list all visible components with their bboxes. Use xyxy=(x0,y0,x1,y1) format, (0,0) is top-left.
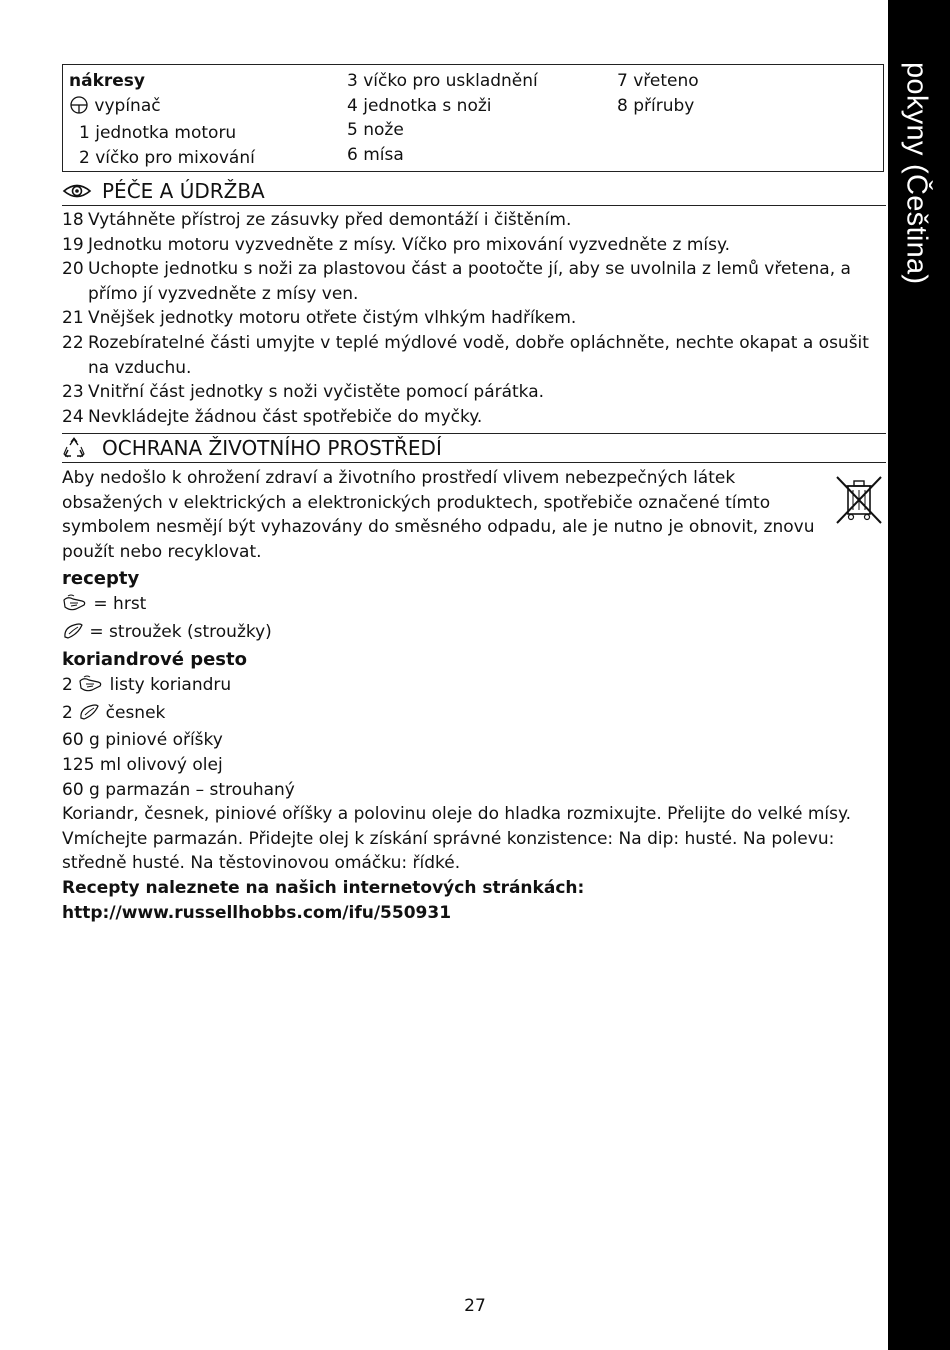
recycle-icon xyxy=(62,437,92,459)
ingredient: 2 česnek xyxy=(62,701,882,729)
legend-item: = stroužek (stroužky) xyxy=(62,620,882,648)
drawing-item: 8 příruby xyxy=(617,95,695,116)
handful-icon xyxy=(78,675,104,701)
care-heading xyxy=(62,176,886,206)
environment-title: OCHRANA ŽIVOTNÍHO PROSTŘEDÍ xyxy=(102,436,442,460)
crossed-bin-icon xyxy=(834,474,884,530)
drawing-item: 4 jednotka s noži xyxy=(347,95,492,116)
list-item: 23 Vnitřní část jednotky s noži vyčistěte pomocí párátka. xyxy=(62,382,545,403)
recipes-url[interactable]: http://www.russellhobbs.com/ifu/550931 xyxy=(62,902,452,923)
list-item: 22 Rozebíratelné části umyjte v teplé mýdlové vodě, dobře opláchněte, nechte okapat a osušit na vzduchu. xyxy=(62,332,869,378)
legend-item: = hrst xyxy=(62,592,882,620)
drawings-column-1 xyxy=(69,69,255,170)
language-tab xyxy=(888,0,950,1350)
switch-label: vypínač xyxy=(94,95,161,116)
environment-text: Aby nedošlo k ohrožení zdraví a životního prostředí vlivem nebezpečných látek obsažených v elektrických a elektronických produktech, spotřebiče označené tímto symbolem nesmějí být vyhazovány do směsného odpadu, ale je nutno je obnovit, znovu použít nebo recyklovat. xyxy=(62,468,815,562)
list-item: 20 Uchopte jednotku s noži za plastovou část a pootočte jí, aby se uvolnila z lemů vřetena, a přímo jí vyzvedněte z mísy ven. xyxy=(62,259,851,304)
list-item: 18 Vytáhněte přístroj ze zásuvky před demontáží i čištěním. xyxy=(62,210,572,230)
list-item: 21 Vnějšek jednotky motoru otřete čistým vlhkým hadříkem. xyxy=(62,308,577,329)
care-title: PÉČE A ÚDRŽBA xyxy=(102,178,265,203)
list-item: 24 Nevkládejte žádnou část spotřebiče do myčky. xyxy=(62,406,483,427)
drawing-item: 6 mísa xyxy=(347,144,404,165)
eye-icon xyxy=(62,182,92,200)
web-note: Recepty naleznete na našich internetových stránkách: xyxy=(62,877,585,898)
list-item: 19 Jednotku motoru vyzvedněte z mísy. Víčko pro mixování vyzvedněte z mísy. xyxy=(62,234,731,255)
ingredient: 60 g parmazán – strouhaný xyxy=(62,779,295,800)
drawing-item: 7 vřeteno xyxy=(617,71,699,91)
recipe-method: Koriandr, česnek, piniové oříšky a polovinu oleje do hladka rozmixujte. Přelijte do velké mísy. Vmíchejte parmazán. Přidejte olej k získání správné konzistence: Na dip: husté. Na polevu: středně husté. Na těstovinovou omáčku: řídké. xyxy=(62,804,852,874)
ingredient: 60 g piniové oříšky xyxy=(62,730,223,751)
handful-icon xyxy=(62,594,88,620)
ingredient: 2 listy koriandru xyxy=(62,673,882,701)
switch-icon xyxy=(69,96,89,122)
drawings-box xyxy=(62,64,884,172)
drawings-column-3 xyxy=(617,69,699,118)
environment-heading xyxy=(62,433,886,463)
ingredient: 125 ml olivový olej xyxy=(62,754,223,775)
drawing-item: 3 víčko pro uskladnění xyxy=(347,71,538,91)
care-steps xyxy=(62,208,882,429)
recipes-title: recepty xyxy=(62,568,140,589)
drawing-item: 5 nože xyxy=(347,120,404,141)
drawings-title: nákresy xyxy=(69,71,145,91)
language-tab-label: pokyny (Čeština) xyxy=(900,62,933,285)
drawings-column-2 xyxy=(347,69,538,167)
page-number: 27 xyxy=(464,1296,486,1316)
drawing-item: 2 víčko pro mixování xyxy=(79,147,255,168)
recipes-section xyxy=(62,566,882,925)
recipe-title: koriandrové pesto xyxy=(62,649,247,671)
switch-legend xyxy=(69,94,255,122)
clove-icon xyxy=(78,703,100,729)
clove-icon xyxy=(62,622,84,648)
drawing-item: 1 jednotka motoru xyxy=(79,123,237,144)
